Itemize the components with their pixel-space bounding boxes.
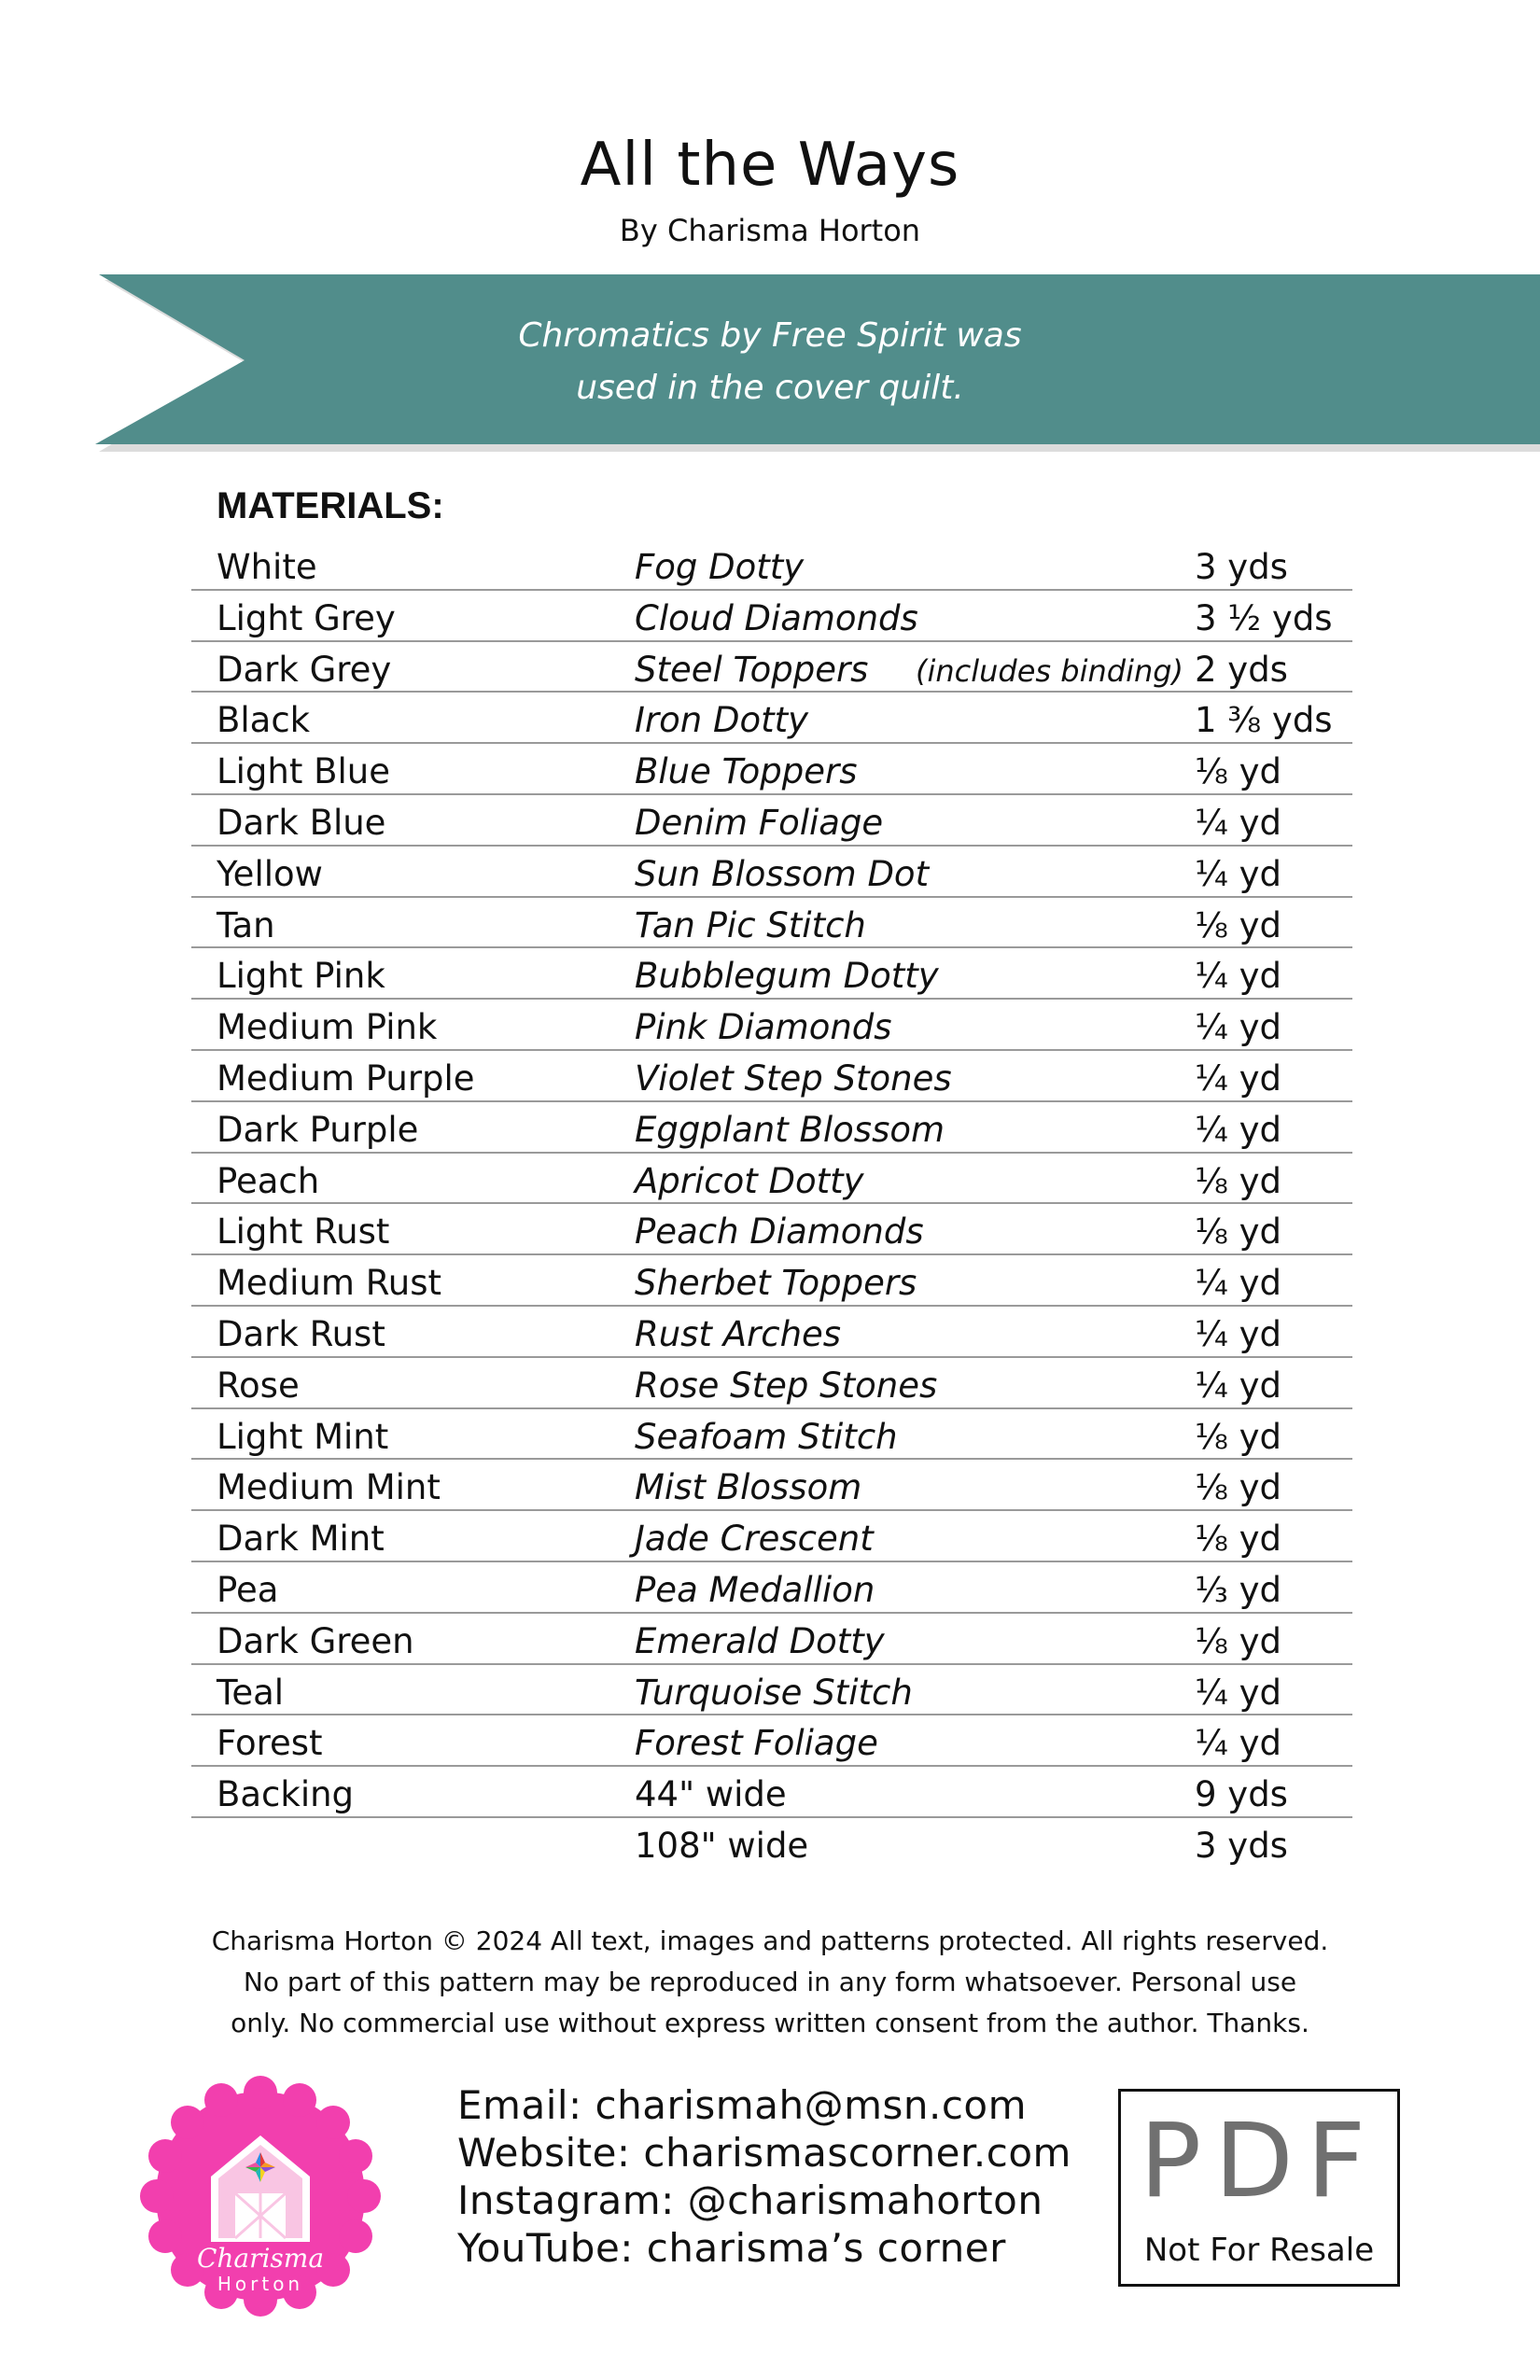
material-quantity: ¼ yd: [1195, 1313, 1282, 1354]
page-title: All the Ways: [580, 131, 960, 200]
stamp-not-for-resale: Not For Resale: [1143, 2232, 1375, 2269]
material-fabric-name: Emerald Dotty: [635, 1620, 885, 1661]
material-quantity: ⅛ yd: [1195, 1211, 1282, 1253]
material-fabric-name: Iron Dotty: [635, 700, 809, 741]
material-quantity: ¼ yd: [1195, 1723, 1282, 1764]
material-color-name: Pea: [217, 1569, 279, 1610]
materials-row: [191, 693, 1352, 744]
materials-row: [191, 1204, 1352, 1255]
material-fabric-name: 44" wide: [635, 1774, 787, 1815]
material-color-name: Light Blue: [217, 751, 390, 792]
materials-row: [191, 1154, 1352, 1205]
material-quantity: ⅛ yd: [1195, 1416, 1282, 1457]
contact-instagram: Instagram: @charismahorton: [457, 2177, 1043, 2223]
materials-row: [191, 1767, 1352, 1818]
materials-row: [191, 744, 1352, 795]
material-color-name: Dark Rust: [217, 1313, 385, 1354]
author-byline: By Charisma Horton: [619, 213, 921, 248]
copyright-line-3: only. No commercial use without express written consent from the author. Thanks.: [231, 2008, 1309, 2038]
material-fabric-name: Eggplant Blossom: [635, 1109, 945, 1150]
materials-row: [191, 847, 1352, 898]
materials-row: [191, 1614, 1352, 1665]
materials-row: [191, 1307, 1352, 1358]
material-fabric-name: Rust Arches: [635, 1313, 842, 1354]
not-for-resale-stamp: [1118, 2089, 1400, 2287]
banner-text: [420, 310, 1120, 414]
material-color-name: Yellow: [217, 853, 323, 894]
material-quantity: ⅛ yd: [1195, 751, 1282, 792]
material-quantity: 3 yds: [1195, 1825, 1288, 1866]
material-quantity: 1 ⅜ yds: [1195, 700, 1333, 741]
materials-row: [191, 1562, 1352, 1614]
material-fabric-name: Denim Foliage: [635, 802, 884, 843]
material-quantity: ⅛ yd: [1195, 904, 1282, 945]
contact-website: Website: charismascorner.com: [457, 2130, 1071, 2176]
material-color-name: Medium Mint: [217, 1467, 441, 1508]
materials-row: [191, 539, 1352, 591]
material-quantity: ¼ yd: [1195, 1263, 1282, 1304]
material-quantity: ¼ yd: [1195, 1057, 1282, 1099]
material-color-name: Medium Rust: [217, 1263, 441, 1304]
brand-logo: [138, 2074, 383, 2318]
material-color-name: Backing: [217, 1774, 355, 1815]
material-note: (includes binding): [916, 652, 1184, 689]
material-quantity: ⅛ yd: [1195, 1467, 1282, 1508]
material-color-name: Forest: [217, 1723, 323, 1764]
materials-row: [191, 1102, 1352, 1154]
logo-name-line-1: Charisma: [196, 2243, 325, 2274]
materials-row: [191, 948, 1352, 1000]
material-quantity: ⅓ yd: [1195, 1569, 1282, 1610]
materials-table: [191, 539, 1352, 1869]
material-fabric-name: Bubblegum Dotty: [635, 956, 939, 997]
material-quantity: 9 yds: [1195, 1774, 1288, 1815]
material-quantity: ¼ yd: [1195, 1007, 1282, 1048]
copyright-line-2: No part of this pattern may be reproduced in any form whatsoever. Personal use: [243, 1967, 1297, 1997]
material-quantity: ¼ yd: [1195, 1672, 1282, 1713]
material-quantity: 2 yds: [1195, 649, 1288, 690]
material-color-name: Dark Green: [217, 1620, 414, 1661]
material-fabric-name: Violet Step Stones: [635, 1057, 952, 1099]
contact-email: Email: charismah@msn.com: [457, 2082, 1028, 2128]
materials-row: [191, 1511, 1352, 1562]
material-quantity: ⅛ yd: [1195, 1620, 1282, 1661]
copyright-notice: [0, 1921, 1540, 2044]
material-color-name: Peach: [217, 1160, 320, 1201]
material-quantity: ⅛ yd: [1195, 1519, 1282, 1560]
materials-row: [191, 1409, 1352, 1461]
material-fabric-name: Jade Crescent: [635, 1519, 874, 1560]
copyright-line-1: Charisma Horton © 2024 All text, images and patterns protected. All rights reserved.: [211, 1925, 1329, 1956]
material-color-name: Light Pink: [217, 956, 385, 997]
material-fabric-name: Seafoam Stitch: [635, 1416, 898, 1457]
material-fabric-name: Tan Pic Stitch: [635, 904, 866, 945]
material-fabric-name: Peach Diamonds: [635, 1211, 924, 1253]
logo-badge-icon: [138, 2074, 383, 2318]
material-quantity: ⅛ yd: [1195, 1160, 1282, 1201]
material-fabric-name: Apricot Dotty: [635, 1160, 864, 1201]
material-fabric-name: Pea Medallion: [635, 1569, 875, 1610]
material-fabric-name: Steel Toppers: [635, 649, 869, 690]
materials-row: [191, 1460, 1352, 1511]
fabric-banner: [0, 274, 1540, 452]
material-fabric-name: Pink Diamonds: [635, 1007, 892, 1048]
banner-line-2: used in the cover quilt.: [576, 369, 964, 407]
contact-youtube: YouTube: charisma’s corner: [457, 2225, 1006, 2271]
materials-row: [191, 898, 1352, 949]
material-color-name: Light Rust: [217, 1211, 390, 1253]
materials-row: [191, 1358, 1352, 1409]
material-color-name: Dark Purple: [217, 1109, 419, 1150]
material-color-name: Tan: [217, 904, 275, 945]
material-color-name: Teal: [217, 1672, 285, 1713]
logo-name-line-2: Horton: [217, 2273, 304, 2295]
materials-row: [191, 1818, 1352, 1869]
material-fabric-name: Turquoise Stitch: [635, 1672, 913, 1713]
material-quantity: ¼ yd: [1195, 802, 1282, 843]
material-fabric-name: Sun Blossom Dot: [635, 853, 930, 894]
materials-row: [191, 591, 1352, 642]
stamp-pdf-label: PDF: [1139, 2101, 1379, 2220]
material-quantity: 3 yds: [1195, 547, 1288, 587]
materials-row: [191, 1665, 1352, 1716]
materials-row: [191, 642, 1352, 693]
material-fabric-name: 108" wide: [635, 1825, 809, 1866]
material-fabric-name: Mist Blossom: [635, 1467, 862, 1508]
material-quantity: ¼ yd: [1195, 853, 1282, 894]
materials-row: [191, 1255, 1352, 1307]
material-color-name: Dark Mint: [217, 1519, 385, 1560]
material-fabric-name: Sherbet Toppers: [635, 1263, 917, 1304]
materials-row: [191, 1051, 1352, 1102]
material-color-name: Medium Pink: [217, 1007, 438, 1048]
materials-row: [191, 795, 1352, 847]
materials-row: [191, 1000, 1352, 1051]
material-quantity: ¼ yd: [1195, 956, 1282, 997]
banner-line-1: Chromatics by Free Spirit was: [518, 316, 1022, 355]
material-fabric-name: Rose Step Stones: [635, 1365, 938, 1406]
materials-row: [191, 1715, 1352, 1767]
contact-info: [457, 2081, 1071, 2272]
material-color-name: Light Grey: [217, 597, 396, 638]
material-fabric-name: Cloud Diamonds: [635, 597, 918, 638]
material-color-name: Black: [217, 700, 311, 741]
material-color-name: Light Mint: [217, 1416, 389, 1457]
material-quantity: ¼ yd: [1195, 1365, 1282, 1406]
material-color-name: Dark Blue: [217, 802, 386, 843]
material-fabric-name: Blue Toppers: [635, 751, 858, 792]
material-fabric-name: Fog Dotty: [635, 547, 805, 587]
material-fabric-name: Forest Foliage: [635, 1723, 878, 1764]
material-quantity: ¼ yd: [1195, 1109, 1282, 1150]
material-color-name: Dark Grey: [217, 649, 392, 690]
material-color-name: Medium Purple: [217, 1057, 475, 1099]
material-color-name: Rose: [217, 1365, 300, 1406]
materials-heading: MATERIALS:: [217, 485, 444, 526]
material-color-name: White: [217, 547, 317, 587]
material-quantity: 3 ½ yds: [1195, 597, 1333, 638]
